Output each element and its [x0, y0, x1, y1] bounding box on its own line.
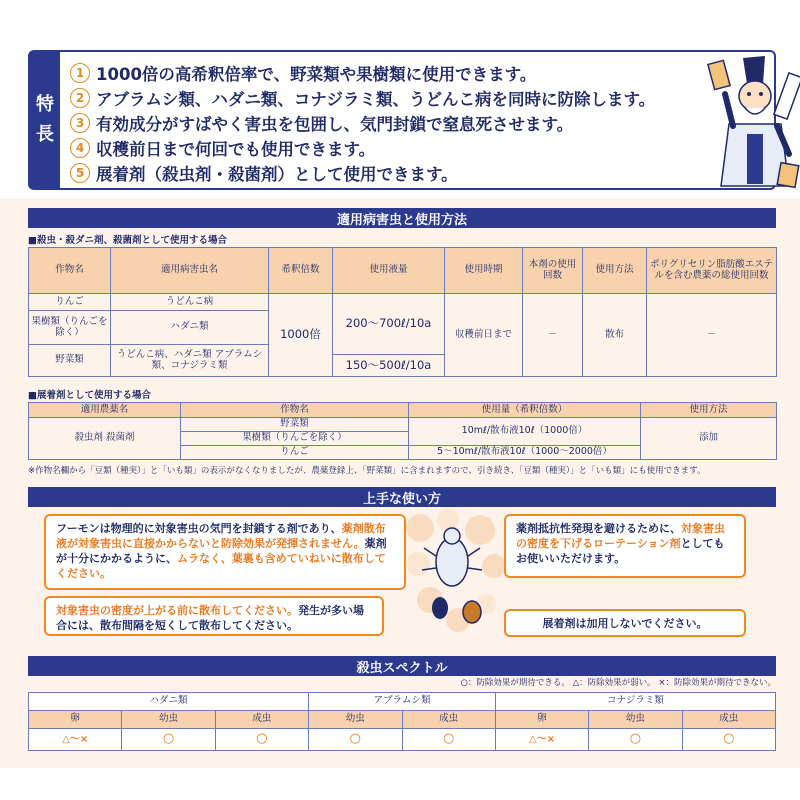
crop-cell: 果樹類（りんごを除く）	[29, 311, 111, 345]
usage-table	[28, 247, 777, 377]
tip-box-physical	[44, 514, 406, 590]
crop-cell: りんご	[29, 294, 111, 311]
feature-item	[70, 60, 680, 85]
tip-text-highlight: ムラなく、葉裏も含めていねいに散布してください。	[56, 552, 386, 580]
legend-weak: △：防除効果が弱い。	[572, 678, 656, 688]
stage-egg: 卵	[29, 711, 122, 729]
pest-cell: ハダニ類	[111, 311, 269, 345]
header-total-count: ポリグリセリン脂肪酸エステルを含む農薬の総使用回数	[647, 248, 777, 294]
legend-good: ○：防除効果が期待できる。	[460, 678, 570, 688]
usage-subtitle-2: ■展着剤として使用する場合	[28, 390, 151, 401]
group-spider-mites: ハダニ類	[29, 693, 309, 711]
stage-adult: 成虫	[402, 711, 495, 729]
dilution-cell: 1000倍	[269, 294, 333, 377]
usage-subtitle-1: ■殺虫・殺ダニ剤、殺菌剤として使用する場合	[28, 235, 227, 246]
crop-cell: りんご	[181, 446, 409, 460]
feature-text: 有効成分がすばやく害虫を包囲し、気門封鎖で窒息死させます。	[96, 114, 574, 134]
features-tab	[30, 52, 60, 188]
header-volume: 使用液量	[333, 248, 445, 294]
header-pest: 適用病害虫名	[111, 248, 269, 294]
header-amount: 使用量（希釈倍数）	[409, 403, 641, 418]
features-box	[28, 50, 776, 190]
tip-text-highlight: 対象害虫の密度を下げるローテーション剤	[516, 522, 725, 550]
tip-text: 発生が多い場合には、散布間隔を短くして散布してください。	[56, 604, 364, 632]
feature-item	[70, 160, 680, 185]
amount-cell: 5～10mℓ/散布液10ℓ（1000～2000倍）	[409, 446, 641, 460]
stage-egg: 卵	[495, 711, 588, 729]
stage-larva: 幼虫	[122, 711, 215, 729]
tip-box-timing	[44, 596, 384, 636]
feature-item	[70, 85, 680, 110]
features-tab-char-2: 長	[36, 124, 54, 145]
feature-text: 展着剤（殺虫剤・殺菌剤）として使用できます。	[96, 164, 458, 184]
stage-adult: 成虫	[215, 711, 308, 729]
header-pesticide: 適用農薬名	[29, 403, 181, 418]
spectrum-section-title: 殺虫スペクトル	[28, 656, 776, 676]
tip-box-rotation	[504, 514, 746, 578]
effect-mark: △～×	[495, 729, 588, 751]
legend-none: ×：防除効果が期待できない。	[658, 678, 776, 688]
effect-mark: ○	[682, 729, 775, 751]
number-badge: 5	[70, 163, 90, 183]
number-badge: 2	[70, 88, 90, 108]
effect-mark: ○	[215, 729, 308, 751]
features-list	[70, 60, 680, 185]
header-timing: 使用時期	[445, 248, 523, 294]
tip-text: 薬剤抵抗性発現を避けるために、	[516, 522, 681, 535]
effect-mark: ○	[309, 729, 402, 751]
spectrum-legend	[28, 676, 776, 688]
usage-note: ※作物名欄から「豆類（種実）」と「いも類」の表示がなくなりましたが、農薬登録上、「野菜類」に含まれますので、引き続き、「豆類（種実）」と「いも類」にも使用できます。	[28, 466, 706, 476]
header-dilution: 希釈倍数	[269, 248, 333, 294]
tip-text: 薬剤が十分にかかるように、	[56, 537, 387, 565]
effect-mark: ○	[589, 729, 682, 751]
stage-larva: 幼虫	[589, 711, 682, 729]
feature-item	[70, 110, 680, 135]
header-count: 本剤の使用回数	[523, 248, 583, 294]
amount-cell: 10mℓ/散布液10ℓ（1000倍）	[409, 418, 641, 446]
number-badge: 4	[70, 138, 90, 158]
pest-cell: うどんこ病、ハダニ類 アブラムシ類、コナジラミ類	[111, 345, 269, 377]
effect-mark: ○	[122, 729, 215, 751]
number-badge: 3	[70, 113, 90, 133]
stage-larva: 幼虫	[309, 711, 402, 729]
pesticide-cell: 殺虫剤 殺菌剤	[29, 418, 181, 460]
mascot-illustration	[685, 54, 800, 204]
crop-cell: 野菜類	[181, 418, 409, 432]
tips-section-title: 上手な使い方	[28, 487, 776, 507]
stage-adult: 成虫	[682, 711, 775, 729]
header-crop: 作物名	[29, 248, 111, 294]
method-cell: 添加	[641, 418, 777, 460]
feature-text: 収穫前日まで何回でも使用できます。	[96, 139, 376, 159]
spectrum-table	[28, 692, 776, 751]
tip-text-highlight: 薬剤散布液が対象害虫に直接かからないと防除効果が発揮されません。	[56, 522, 386, 550]
feature-item	[70, 135, 680, 160]
group-aphids: アブラムシ類	[309, 693, 496, 711]
feature-text: 1000倍の高希釈倍率で、野菜類や果樹類に使用できます。	[96, 64, 537, 84]
effect-mark: ○	[402, 729, 495, 751]
features-tab-char-1: 特	[36, 94, 54, 115]
total-count-cell: －	[647, 294, 777, 377]
effect-mark: △～×	[29, 729, 122, 751]
timing-cell: 収穫前日まで	[445, 294, 523, 377]
header-crop: 作物名	[181, 403, 409, 418]
header-method: 使用方法	[641, 403, 777, 418]
tip-text: フーモンは物理的に対象害虫の気門を封鎖する剤であり、	[56, 522, 342, 535]
header-method: 使用方法	[583, 248, 647, 294]
pest-cell: うどんこ病	[111, 294, 269, 311]
volume-cell: 150～500ℓ/10a	[333, 355, 445, 377]
tip-text-highlight: 対象害虫の密度が上がる前に散布してください。	[56, 604, 298, 617]
insects-illustration	[400, 508, 510, 638]
count-cell: －	[523, 294, 583, 377]
volume-cell: 200～700ℓ/10a	[333, 294, 445, 355]
feature-text: アブラムシ類、ハダニ類、コナジラミ類、うどんこ病を同時に防除します。	[96, 89, 656, 109]
method-cell: 散布	[583, 294, 647, 377]
crop-cell: 果樹類（りんごを除く）	[181, 432, 409, 446]
crop-cell: 野菜類	[29, 345, 111, 377]
tip-box-spreader	[504, 609, 746, 637]
group-whiteflies: コナジラミ類	[495, 693, 775, 711]
tip-text: としてもお使いいただけます。	[516, 537, 725, 565]
spreader-table	[28, 402, 777, 460]
tip-text: 展着剤は加用しないでください。	[542, 617, 708, 630]
number-badge: 1	[70, 63, 90, 83]
usage-section-title: 適用病害虫と使用方法	[28, 208, 776, 228]
